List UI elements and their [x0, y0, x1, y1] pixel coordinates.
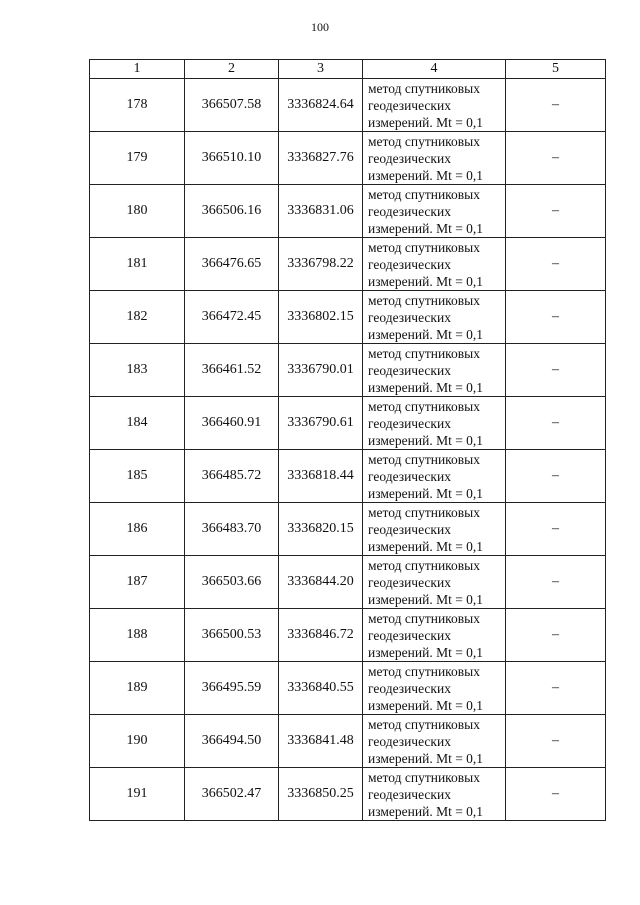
point-number-cell: 178 [90, 79, 185, 132]
note-cell: – [506, 450, 606, 503]
coordinate-x-cell: 366507.58 [185, 79, 279, 132]
method-text-line: геодезических [368, 97, 451, 113]
point-number-cell: 182 [90, 291, 185, 344]
method-text-line: метод спутниковых [368, 133, 480, 149]
table-row [90, 609, 606, 662]
coordinate-y-cell: 3336846.72 [279, 609, 363, 662]
header-col-4: 4 [363, 60, 506, 79]
method-text-line: измерений. Mt = 0,1 [368, 167, 484, 183]
coordinate-x-cell: 366472.45 [185, 291, 279, 344]
method-cell [363, 715, 506, 768]
method-cell [363, 238, 506, 291]
table-row [90, 450, 606, 503]
method-text-line: измерений. Mt = 0,1 [368, 750, 484, 766]
coordinate-x-cell: 366461.52 [185, 344, 279, 397]
table-row [90, 132, 606, 185]
coordinate-y-cell: 3336790.01 [279, 344, 363, 397]
method-text-line: измерений. Mt = 0,1 [368, 114, 484, 130]
coordinate-y-cell: 3336831.06 [279, 185, 363, 238]
method-text-line: метод спутниковых [368, 451, 480, 467]
method-text-line: метод спутниковых [368, 557, 480, 573]
table-row [90, 397, 606, 450]
method-text-line: геодезических [368, 468, 451, 484]
coordinate-y-cell: 3336850.25 [279, 768, 363, 821]
coordinate-x-cell: 366495.59 [185, 662, 279, 715]
note-cell: – [506, 238, 606, 291]
method-text-line: метод спутниковых [368, 663, 480, 679]
method-text-line: метод спутниковых [368, 398, 480, 414]
point-number-cell: 183 [90, 344, 185, 397]
point-number-cell: 187 [90, 556, 185, 609]
table-row [90, 344, 606, 397]
method-text-line: геодезических [368, 203, 451, 219]
coordinate-y-cell: 3336840.55 [279, 662, 363, 715]
coordinate-y-cell: 3336824.64 [279, 79, 363, 132]
method-text-line: измерений. Mt = 0,1 [368, 591, 484, 607]
coordinate-y-cell: 3336841.48 [279, 715, 363, 768]
table-row [90, 715, 606, 768]
table-row [90, 768, 606, 821]
note-cell: – [506, 503, 606, 556]
method-text-line: измерений. Mt = 0,1 [368, 273, 484, 289]
table-row [90, 185, 606, 238]
method-cell [363, 450, 506, 503]
method-text-line: метод спутниковых [368, 80, 480, 96]
table-row [90, 238, 606, 291]
coordinate-x-cell: 366485.72 [185, 450, 279, 503]
point-number-cell: 185 [90, 450, 185, 503]
coordinate-x-cell: 366494.50 [185, 715, 279, 768]
point-number-cell: 184 [90, 397, 185, 450]
table-row [90, 503, 606, 556]
method-text-line: метод спутниковых [368, 239, 480, 255]
method-cell [363, 291, 506, 344]
coordinate-x-cell: 366502.47 [185, 768, 279, 821]
method-cell [363, 609, 506, 662]
note-cell: – [506, 132, 606, 185]
coordinate-y-cell: 3336790.61 [279, 397, 363, 450]
method-text-line: измерений. Mt = 0,1 [368, 220, 484, 236]
coordinate-y-cell: 3336798.22 [279, 238, 363, 291]
coordinate-y-cell: 3336802.15 [279, 291, 363, 344]
method-cell [363, 397, 506, 450]
note-cell: – [506, 609, 606, 662]
point-number-cell: 190 [90, 715, 185, 768]
header-col-1: 1 [90, 60, 185, 79]
note-cell: – [506, 344, 606, 397]
method-text-line: метод спутниковых [368, 610, 480, 626]
method-text-line: геодезических [368, 627, 451, 643]
point-number-cell: 181 [90, 238, 185, 291]
table-body [90, 79, 606, 821]
method-text-line: геодезических [368, 574, 451, 590]
table-row [90, 662, 606, 715]
coordinate-x-cell: 366476.65 [185, 238, 279, 291]
method-text-line: измерений. Mt = 0,1 [368, 803, 484, 819]
point-number-cell: 180 [90, 185, 185, 238]
method-cell [363, 662, 506, 715]
coordinate-y-cell: 3336818.44 [279, 450, 363, 503]
coordinate-y-cell: 3336827.76 [279, 132, 363, 185]
method-text-line: метод спутниковых [368, 716, 480, 732]
point-number-cell: 179 [90, 132, 185, 185]
header-col-2: 2 [185, 60, 279, 79]
coordinate-x-cell: 366503.66 [185, 556, 279, 609]
method-text-line: измерений. Mt = 0,1 [368, 538, 484, 554]
method-text-line: измерений. Mt = 0,1 [368, 379, 484, 395]
note-cell: – [506, 397, 606, 450]
method-cell [363, 503, 506, 556]
coordinates-table [89, 59, 606, 821]
coordinate-x-cell: 366506.16 [185, 185, 279, 238]
method-cell [363, 185, 506, 238]
point-number-cell: 189 [90, 662, 185, 715]
note-cell: – [506, 662, 606, 715]
method-text-line: измерений. Mt = 0,1 [368, 485, 484, 501]
method-cell [363, 556, 506, 609]
coordinate-x-cell: 366460.91 [185, 397, 279, 450]
method-text-line: метод спутниковых [368, 186, 480, 202]
method-text-line: геодезических [368, 415, 451, 431]
method-cell [363, 768, 506, 821]
coordinate-x-cell: 366510.10 [185, 132, 279, 185]
method-text-line: геодезических [368, 680, 451, 696]
note-cell: – [506, 79, 606, 132]
table-row [90, 556, 606, 609]
method-text-line: измерений. Mt = 0,1 [368, 644, 484, 660]
method-text-line: метод спутниковых [368, 769, 480, 785]
note-cell: – [506, 556, 606, 609]
method-text-line: измерений. Mt = 0,1 [368, 432, 484, 448]
coordinate-x-cell: 366500.53 [185, 609, 279, 662]
method-text-line: метод спутниковых [368, 504, 480, 520]
point-number-cell: 188 [90, 609, 185, 662]
method-cell [363, 79, 506, 132]
method-text-line: метод спутниковых [368, 292, 480, 308]
method-cell [363, 344, 506, 397]
method-text-line: геодезических [368, 733, 451, 749]
table-row [90, 291, 606, 344]
note-cell: – [506, 185, 606, 238]
note-cell: – [506, 291, 606, 344]
coordinate-y-cell: 3336844.20 [279, 556, 363, 609]
method-text-line: метод спутниковых [368, 345, 480, 361]
method-text-line: геодезических [368, 521, 451, 537]
note-cell: – [506, 768, 606, 821]
method-text-line: геодезических [368, 309, 451, 325]
coordinate-y-cell: 3336820.15 [279, 503, 363, 556]
method-text-line: геодезических [368, 786, 451, 802]
table-row [90, 79, 606, 132]
method-text-line: измерений. Mt = 0,1 [368, 326, 484, 342]
point-number-cell: 191 [90, 768, 185, 821]
note-cell: – [506, 715, 606, 768]
method-text-line: геодезических [368, 150, 451, 166]
coordinate-x-cell: 366483.70 [185, 503, 279, 556]
table-header-row [90, 60, 606, 79]
page-number: 100 [311, 20, 329, 34]
method-cell [363, 132, 506, 185]
point-number-cell: 186 [90, 503, 185, 556]
header-col-3: 3 [279, 60, 363, 79]
header-col-5: 5 [506, 60, 606, 79]
method-text-line: геодезических [368, 256, 451, 272]
method-text-line: измерений. Mt = 0,1 [368, 697, 484, 713]
method-text-line: геодезических [368, 362, 451, 378]
